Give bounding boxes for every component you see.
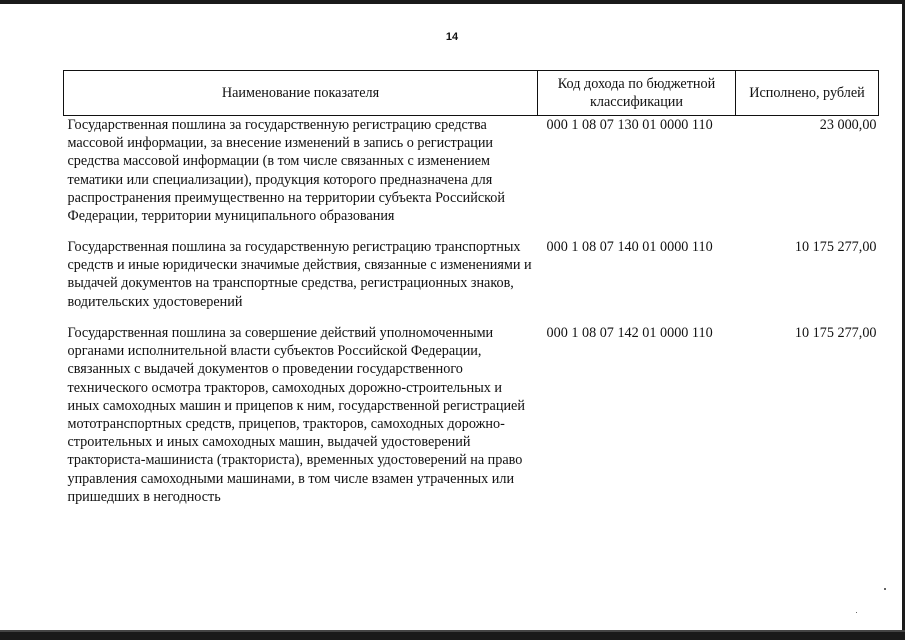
header-name: Наименование показателя [64, 71, 538, 116]
header-code: Код дохода по бюджетной классификации [538, 71, 736, 116]
row-amount: 10 175 277,00 [794, 239, 877, 255]
row-amount: 10 175 277,00 [794, 325, 877, 341]
header-amount: Исполнено, рублей [736, 71, 879, 116]
page-number: 14 [445, 31, 459, 43]
table-row [64, 116, 879, 239]
table-row [64, 238, 879, 324]
row-name: Государственная пошлина за государственную регистрацию средства массовой информации, за внесение изменений в запись о регистрации средства массовой информации (в том числе связанных с изменением тематики или специализации), продукция которого предназначена для распространения преимущественно на территории субъекта Российской Федерации, территории муниципального образования [67, 117, 505, 225]
row-amount: 23 000,00 [819, 117, 877, 133]
scan-edge-top [0, 0, 905, 4]
row-code: 000 1 08 07 130 01 0000 110 [546, 117, 713, 133]
scan-speck [884, 588, 886, 590]
row-name: Государственная пошлина за государственную регистрацию транспортных средств и иные юридически значимые действия, связанные с изменениями и выдачей документов на транспортные средства, регистрационных знаков, водительских удостоверений [67, 239, 532, 310]
row-code: 000 1 08 07 142 01 0000 110 [546, 325, 713, 341]
scan-edge-bottom [0, 632, 905, 640]
table-row [64, 324, 879, 506]
scan-speck [856, 612, 857, 613]
revenue-table [63, 70, 879, 506]
row-code: 000 1 08 07 140 01 0000 110 [546, 239, 713, 255]
row-name: Государственная пошлина за совершение действий уполномоченными органами исполнительной власти субъектов Российской Федерации, связанных с выдачей документов о проведении государственного технического осмотра тракторов, самоходных дорожно-строительных и иных самоходных машин и прицепов к ним, государственной регистрацией мототранспортных средств, прицепов, тракторов, самоходных дорожно-строительных и иных самоходных машин, выдачей удостоверений тракториста-машиниста (тракториста), временных удостоверений на право управления самоходными машинами, в том числе взамен утраченных или пришедших в негодность [67, 325, 525, 505]
table-header-row [64, 71, 879, 116]
